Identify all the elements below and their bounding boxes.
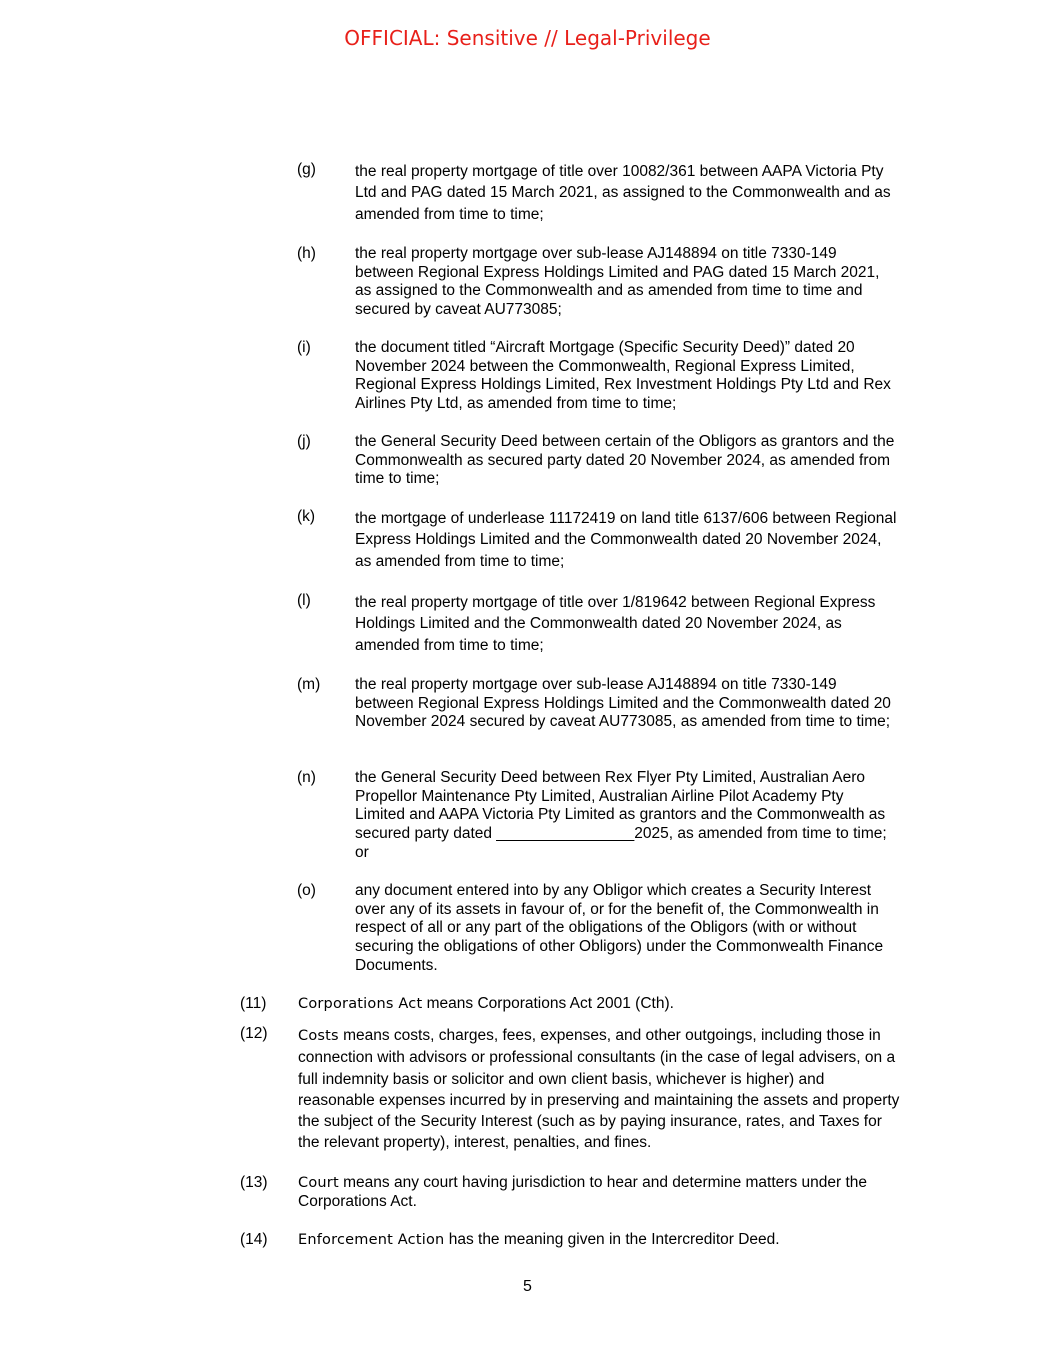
item-text: the General Security Deed between Rex Flyer Pty Limited, Australian Aero Propellor Maintenance Pty Limited, Australian Airline Pilot Academy Pty Limited and AAPA Victoria Pty Limited as grantors and the Commonwealth as secured party dated ________________2025, as amended from time to time; or	[355, 769, 887, 861]
item-label: (i)	[297, 339, 311, 356]
classification-header: OFFICIAL: Sensitive // Legal-Privilege	[344, 26, 711, 50]
definition-text	[298, 1025, 900, 1154]
defined-term: Court	[298, 1175, 339, 1191]
list-item	[297, 508, 897, 572]
defined-term: Costs	[298, 1028, 339, 1044]
defined-term: Enforcement Action	[298, 1232, 445, 1248]
list-item	[297, 882, 897, 976]
item-label: (m)	[297, 676, 321, 693]
definition-label: (11)	[240, 995, 267, 1012]
item-text: the General Security Deed between certain of the Obligors as grantors and the Commonwealth as secured party dated 20 November 2024, as amended from time to time;	[355, 433, 895, 488]
list-item	[297, 433, 897, 489]
definition-body: means any court having jurisdiction to hear and determine matters under the Corporations Act.	[298, 1174, 867, 1210]
list-item	[297, 339, 897, 414]
definition-item	[240, 1231, 900, 1250]
definition-text	[298, 1174, 900, 1211]
definition-label: (14)	[240, 1231, 268, 1248]
item-text: the real property mortgage of title over 10082/361 between AAPA Victoria Pty Ltd and PAG dated 15 March 2021, as assigned to the Commonwealth and as amended from time to time;	[355, 163, 891, 223]
item-label: (h)	[297, 245, 316, 262]
definition-item	[240, 1174, 900, 1211]
list-item	[297, 161, 897, 225]
item-text: any document entered into by any Obligor which creates a Security Interest over any of its assets in favour of, or for the benefit of, the Commonwealth in respect of all or any part of the obligations of the Obligors (with or without securing the obligations of other Obligors) under the Commonwealth Finance Documents.	[355, 882, 884, 974]
defined-term: Corporations Act	[298, 996, 423, 1012]
list-item	[297, 245, 897, 320]
definition-body: has the meaning given in the Intercreditor Deed.	[444, 1231, 780, 1248]
definition-text	[298, 1231, 900, 1250]
definition-body: means costs, charges, fees, expenses, and other outgoings, including those in connection with advisors or professional consultants (in the case of legal advisers, on a full indemnity basis or solicitor and own client basis, whichever is higher) and reasonable expenses incurred by in preserving and maintaining the assets and property the subject of the Security Interest (such as by paying insurance, rates, and Taxes for the relevant property), interest, penalties, and fines.	[298, 1027, 900, 1152]
item-label: (n)	[297, 769, 316, 786]
definition-label: (12)	[240, 1025, 268, 1042]
item-text: the document titled “Aircraft Mortgage (Specific Security Deed)” dated 20 November 2024 between the Commonwealth, Regional Express Limited, Regional Express Holdings Limited, Rex Investment Holdings Pty Ltd and Rex Airlines Pty Ltd, as amended from time to time;	[355, 339, 891, 413]
list-item	[297, 676, 897, 732]
item-text: the real property mortgage over sub-lease AJ148894 on title 7330-149 between Regional Express Holdings Limited and PAG dated 15 March 2021, as assigned to the Commonwealth and as amended from time to time and secured by caveat AU773085;	[355, 245, 880, 319]
item-label: (k)	[297, 508, 316, 525]
list-item	[297, 769, 897, 863]
page-number: 5	[523, 1278, 532, 1295]
item-label: (j)	[297, 433, 311, 450]
item-label: (g)	[297, 161, 316, 178]
item-label: (l)	[297, 592, 311, 609]
item-text: the mortgage of underlease 11172419 on land title 6137/606 between Regional Express Holdings Limited and the Commonwealth dated 20 November 2024, as amended from time to time;	[355, 510, 897, 570]
definition-text	[298, 995, 900, 1014]
item-text: the real property mortgage over sub-lease AJ148894 on title 7330-149 between Regional Express Holdings Limited and the Commonwealth dated 20 November 2024 secured by caveat AU773085, as amended from time to time;	[355, 676, 891, 731]
item-text: the real property mortgage of title over 1/819642 between Regional Express Holdings Limited and the Commonwealth dated 20 November 2024, as amended from time to time;	[355, 594, 876, 654]
definition-body: means Corporations Act 2001 (Cth).	[422, 995, 674, 1012]
list-item	[297, 592, 897, 656]
item-label: (o)	[297, 882, 316, 899]
definition-label: (13)	[240, 1174, 268, 1191]
definition-item	[240, 1025, 900, 1154]
definition-item	[240, 995, 900, 1014]
